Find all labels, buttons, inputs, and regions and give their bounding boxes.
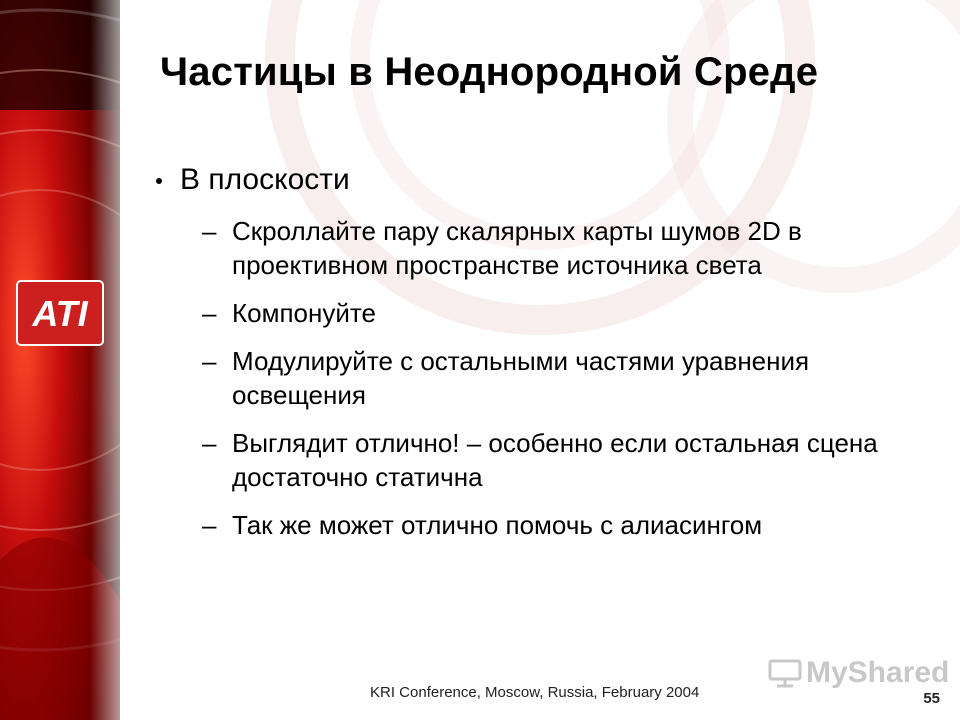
sub-item: [154, 214, 944, 282]
bullet-item: [154, 162, 944, 198]
bullet-text: В плоскости: [180, 163, 350, 196]
logo-text: ATI: [32, 293, 88, 334]
sub-item: [154, 426, 944, 494]
sub-item: [154, 296, 944, 330]
bullet-dot: [156, 178, 162, 184]
dash-marker: –: [202, 510, 217, 540]
watermark: [768, 656, 949, 690]
sub-item-text: Выглядит отлично! – особенно если остальная сцена достаточно статична: [232, 428, 878, 492]
sub-item-text: Компонуйте: [232, 298, 376, 328]
presentation-screen-icon: [768, 658, 802, 688]
sub-item-text: Так же может отлично помочь с алиасингом: [232, 510, 763, 540]
footer-conference: KRI Conference, Moscow, Russia, February 2004: [370, 684, 700, 701]
sub-item-text: Модулируйте с остальными частями уравнения освещения: [232, 346, 810, 410]
slide-content: [154, 162, 944, 556]
decorative-left-band: [0, 0, 120, 720]
slide-title: Частицы в Неоднородной Среде: [160, 50, 819, 94]
dash-marker: –: [202, 428, 217, 458]
page-number: 55: [923, 690, 940, 707]
dash-marker: –: [202, 298, 217, 328]
dash-marker: –: [202, 216, 217, 246]
sub-item: [154, 344, 944, 412]
sub-item: [154, 508, 944, 542]
ati-logo: [16, 280, 104, 346]
sub-list: [154, 214, 944, 542]
watermark-text: MyShared: [806, 656, 950, 689]
dash-marker: –: [202, 346, 217, 376]
sub-item-text: Скроллайте пару скалярных карты шумов 2D в проективном пространстве источника света: [232, 216, 802, 280]
